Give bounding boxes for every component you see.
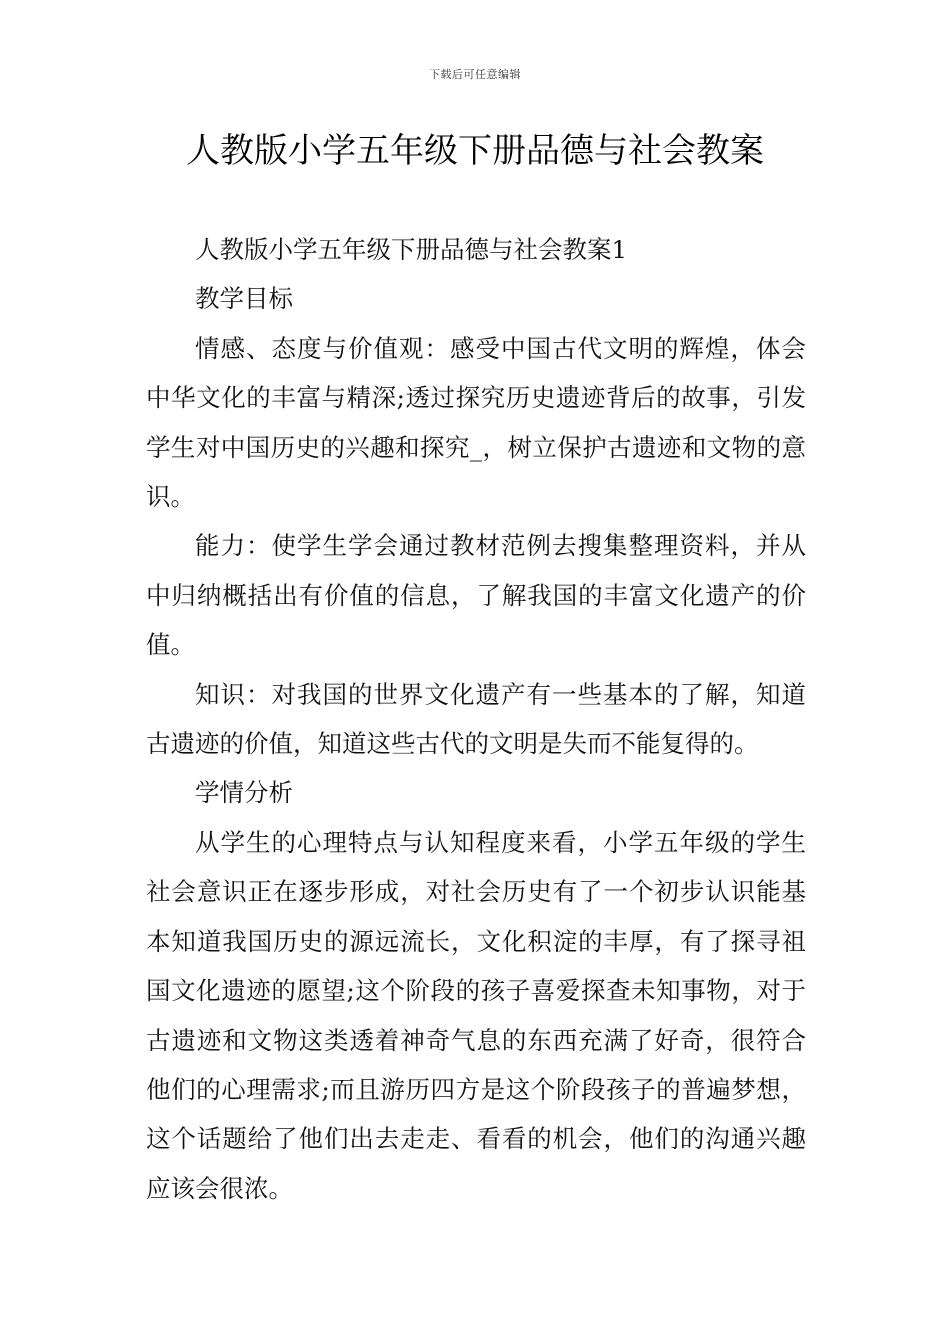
heading-teaching-goals: 教学目标 <box>195 284 293 314</box>
heading-student-analysis: 学情分析 <box>195 778 293 808</box>
paragraph-knowledge: 知识：对我国的世界文化遗产有一些基本的了解，知道古遗迹的价值，知道这些古代的文明是失而不能复得的。 <box>146 679 806 759</box>
paragraph-emotion-attitude: 情感、态度与价值观：感受中国古代文明的辉煌，体会中华文化的丰富与精深;透过探究历史遗迹背后的故事，引发学生对中国历史的兴趣和探究_，树立保护古遗迹和文物的意识。 <box>146 333 806 512</box>
section-title: 人教版小学五年级下册品德与社会教案1 <box>195 235 628 264</box>
paragraph-student-analysis: 从学生的心理特点与认知程度来看，小学五年级的学生社会意识正在逐步形成，对社会历史有了一个初步认识能基本知道我国历史的源远流长，文化积淀的丰厚，有了探寻祖国文化遗迹的愿望;这个阶段的孩子喜爱探查未知事物，对于古遗迹和文物这类透着神奇气息的东西充满了好奇，很符合他们的心理需求;而且游历四方是这个阶段孩子的普遍梦想，这个话题给了他们出去走走、看看的机会，他们的沟通兴趣应该会很浓。 <box>146 827 806 1203</box>
document-body <box>146 225 806 1213</box>
document-title: 人教版小学五年级下册品德与社会教案 <box>186 131 764 171</box>
paragraph-ability: 能力：使学生学会通过教材范例去搜集整理资料，并从中归纳概括出有价值的信息，了解我国的丰富文化遗产的价值。 <box>146 531 806 660</box>
header-note: 下载后可任意编辑 <box>429 68 521 81</box>
